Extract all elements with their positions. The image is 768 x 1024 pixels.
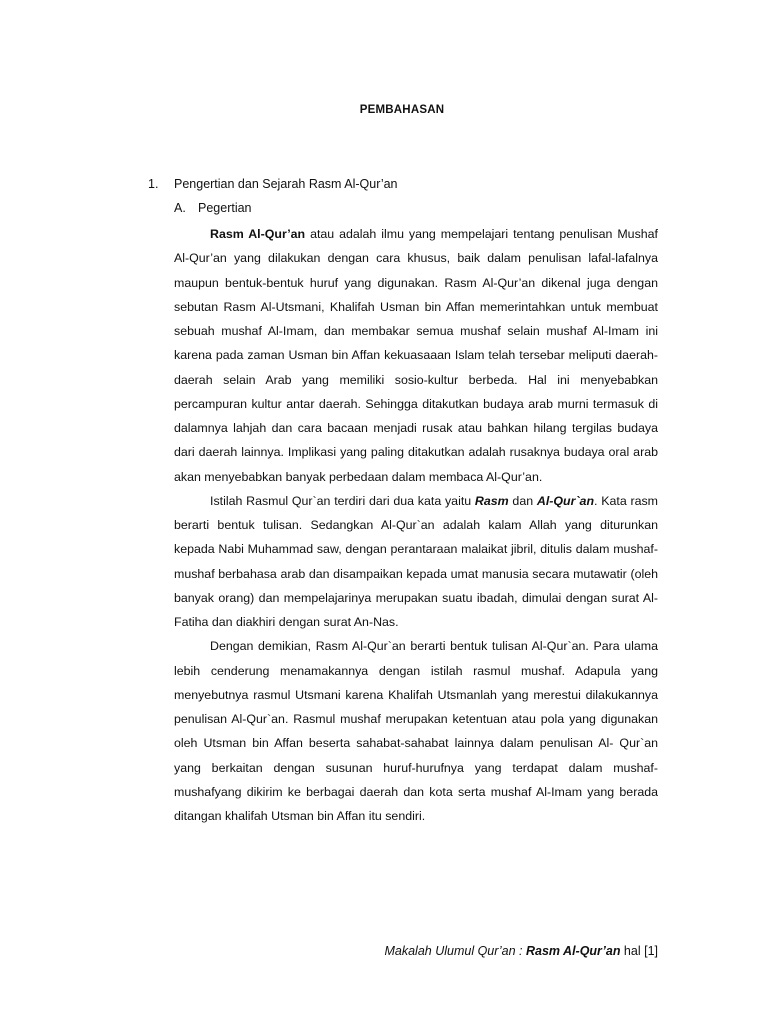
paragraph-2-part2: dan <box>508 493 537 508</box>
footer-prefix: Makalah Ulumul Qur’an : <box>384 944 526 958</box>
paragraph-1 <box>174 222 658 489</box>
paragraph-2-term-rasm: Rasm <box>474 493 509 508</box>
footer-page-number: [1] <box>644 944 658 958</box>
footer-page-label: hal <box>620 944 645 958</box>
paragraph-1-lead: Rasm Al-Qur’an <box>210 227 306 241</box>
subsection-heading <box>174 201 252 215</box>
paragraph-2 <box>174 489 658 635</box>
paragraph-1-text: atau adalah ilmu yang mempelajari tentang penulisan Mushaf Al-Qur’an yang dilakukan dengan cara khusus, baik dalam penulisan lafal-lafalnya maupun bentuk-bentuk huruf yang digunakan. Rasm Al-Qur’an dikenal juga dengan sebutan Rasm Al-Utsmani, Khalifah Usman bin Affan memerintahkan untuk membuat sebuah mushaf Al-Imam, dan membakar semua mushaf selain mushaf Al-Imam ini karena pada zaman Usman bin Affan kekuasaaan Islam telah tersebar meliputi daerah-daerah selain Arab yang memiliki sosio-kultur berbeda. Hal ini menyebabkan percampuran kultur antar daerah. Sehingga ditakutkan budaya arab murni termasuk di dalamnya lahjah dan cara bacaan menjadi rusak atau bahkan hilang tergilas budaya dari daerah lainnya. Implikasi yang paling ditakutkan adalah rusaknya budaya oral arab akan menyebabkan banyak perbedaan dalam membaca Al-Qur’an. <box>174 227 658 484</box>
paragraph-3 <box>174 634 658 828</box>
paragraph-2-part3: . Kata rasm berarti bentuk tulisan. Sedangkan Al-Qur`an adalah kalam Allah yang diturunkan kepada Nabi Muhammad saw, dengan perantaraan malaikat jibril, ditulis dalam mushaf-mushaf berbahasa arab dan disampaikan kepada umat manusia secara mutawatir (oleh banyak orang) dan mempelajarinya merupakan suatu ibadah, dimulai dengan surat Al-Fatiha dan diakhiri dengan surat An-Nas. <box>174 493 658 629</box>
paragraph-3-text: Dengan demikian, Rasm Al-Qur`an berarti bentuk tulisan Al-Qur`an. Para ulama lebih cenderung menamakannya dengan istilah rasmul mushaf. Adapula yang menyebutnya rasmul Utsmani karena Khalifah Utsmanlah yang merestui dilakukannya penulisan Al-Qur`an. Rasmul mushaf merupakan ketentuan atau pola yang digunakan oleh Utsman bin Affan beserta sahabat-sahabat lainnya dalam penulisan Al- Qur`an yang berkaitan dengan susunan huruf-hurufnya yang terdapat dalam mushaf-mushafyang dikirim ke berbagai daerah dan kota serta mushaf Al-Imam yang berada ditangan khalifah Utsman bin Affan itu sendiri. <box>174 639 658 823</box>
paragraph-2-part1: Istilah Rasmul Qur`an terdiri dari dua kata yaitu <box>210 493 475 508</box>
section-heading-text: Pengertian dan Sejarah Rasm Al-Qur’an <box>174 177 398 191</box>
document-title: PEMBAHASAN <box>359 104 445 116</box>
section-heading <box>148 177 398 191</box>
footer-topic: Rasm Al-Qur’an <box>525 944 621 958</box>
section-number: 1. <box>148 177 159 191</box>
subsection-letter: A. <box>174 201 186 215</box>
paragraph-2-term-quran: Al-Qur`an <box>536 493 595 508</box>
page-footer <box>384 944 658 958</box>
subsection-heading-text: Pegertian <box>198 201 252 215</box>
body-text <box>174 222 658 828</box>
